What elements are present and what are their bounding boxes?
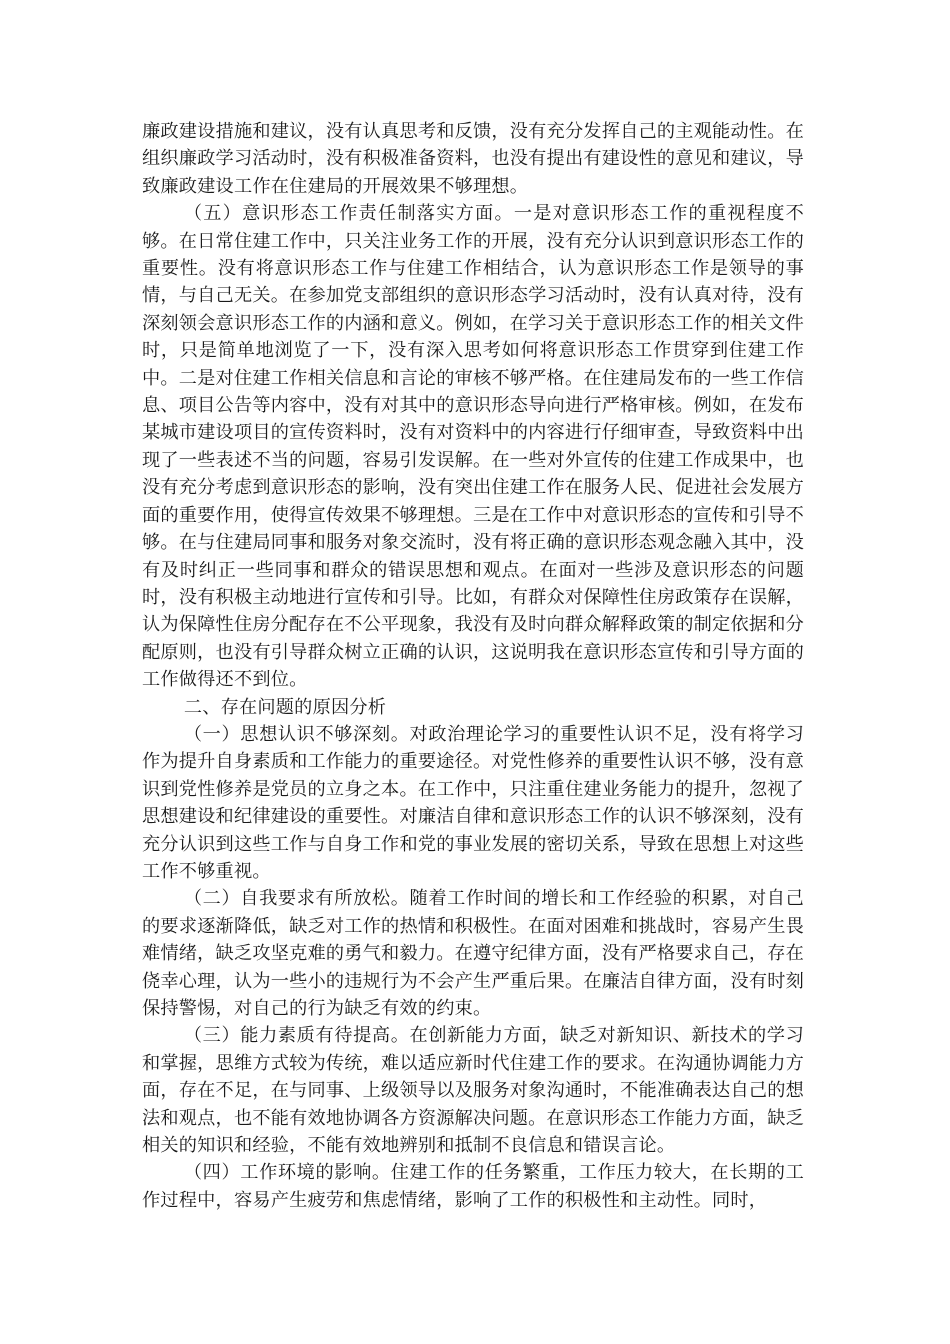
section-heading-cause-analysis: 二、存在问题的原因分析	[183, 696, 387, 718]
paragraph-ability-quality: （三）能力素质有待提高。在创新能力方面，缺乏对新知识、新技术的学习和掌握，思维方式较为传统，难以适应新时代住建工作的要求。在沟通协调能力方面，存在不足，在与同事、上级领导以及服务对象沟通时，不能准确表达自己的想法和观点，也不能有效地协调各方资源解决问题。在意识形态工作能力方面，缺乏相关的知识和经验，不能有效地辨别和抵制不良信息和错误言论。	[142, 1025, 804, 1157]
paragraph-continuation: 廉政建设措施和建议，没有认真思考和反馈，没有充分发挥自己的主观能动性。在组织廉政学习活动时，没有积极准备资料，也没有提出有建设性的意见和建议，导致廉政建设工作在住建局的开展效果不够理想。	[142, 121, 804, 197]
paragraph-work-environment: （四）工作环境的影响。住建工作的任务繁重，工作压力较大，在长期的工作过程中，容易产生疲劳和焦虑情绪，影响了工作的积极性和主动性。同时，	[142, 1162, 804, 1211]
paragraph-self-requirement: （二）自我要求有所放松。随着工作时间的增长和工作经验的积累，对自己的要求逐渐降低，缺乏对工作的热情和积极性。在面对困难和挑战时，容易产生畏难情绪，缺乏攻坚克难的勇气和毅力。在遵守纪律方面，没有严格要求自己，存在侥幸心理，认为一些小的违规行为不会产生严重后果。在廉洁自律方面，没有时刻保持警惕，对自己的行为缺乏有效的约束。	[142, 888, 804, 1019]
document-body	[142, 118, 804, 1214]
paragraph-ideology-responsibility: （五）意识形态工作责任制落实方面。一是对意识形态工作的重视程度不够。在日常住建工作中，只关注业务工作的开展，没有充分认识到意识形态工作的重要性。没有将意识形态工作与住建工作相结合，认为意识形态工作是领导的事情，与自己无关。在参加党支部组织的意识形态学习活动时，没有认真对待，没有深刻领会意识形态工作的内涵和意义。例如，在学习关于意识形态工作的相关文件时，只是简单地浏览了一下，没有深入思考如何将意识形态工作贯穿到住建工作中。二是对住建工作相关信息和言论的审核不够严格。在住建局发布的一些工作信息、项目公告等内容中，没有对其中的意识形态导向进行严格审核。例如，在发布某城市建设项目的宣传资料时，没有对资料中的内容进行仔细审查，导致资料中出现了一些表述不当的问题，容易引发误解。在一些对外宣传的住建工作成果中，也没有充分考虑到意识形态的影响，没有突出住建工作在服务人民、促进社会发展方面的重要作用，使得宣传效果不够理想。三是在工作中对意识形态的宣传和引导不够。在与住建局同事和服务对象交流时，没有将正确的意识形态观念融入其中，没有及时纠正一些同事和群众的错误思想和观点。在面对一些涉及意识形态的问题时，没有积极主动地进行宣传和引导。比如，有群众对保障性住房政策存在误解，认为保障性住房分配存在不公平现象，我没有及时向群众解释政策的制定依据和分配原则，也没有引导群众树立正确的认识，这说明我在意识形态宣传和引导方面的工作做得还不到位。	[142, 203, 804, 691]
paragraph-thinking-awareness: （一）思想认识不够深刻。对政治理论学习的重要性认识不足，没有将学习作为提升自身素质和工作能力的重要途径。对党性修养的重要性认识不够，没有意识到党性修养是党员的立身之本。在工作中，只注重住建业务能力的提升，忽视了思想建设和纪律建设的重要性。对廉洁自律和意识形态工作的认识不够深刻，没有充分认识到这些工作与自身工作和党的事业发展的密切关系，导致在思想上对这些工作不够重视。	[142, 723, 804, 882]
